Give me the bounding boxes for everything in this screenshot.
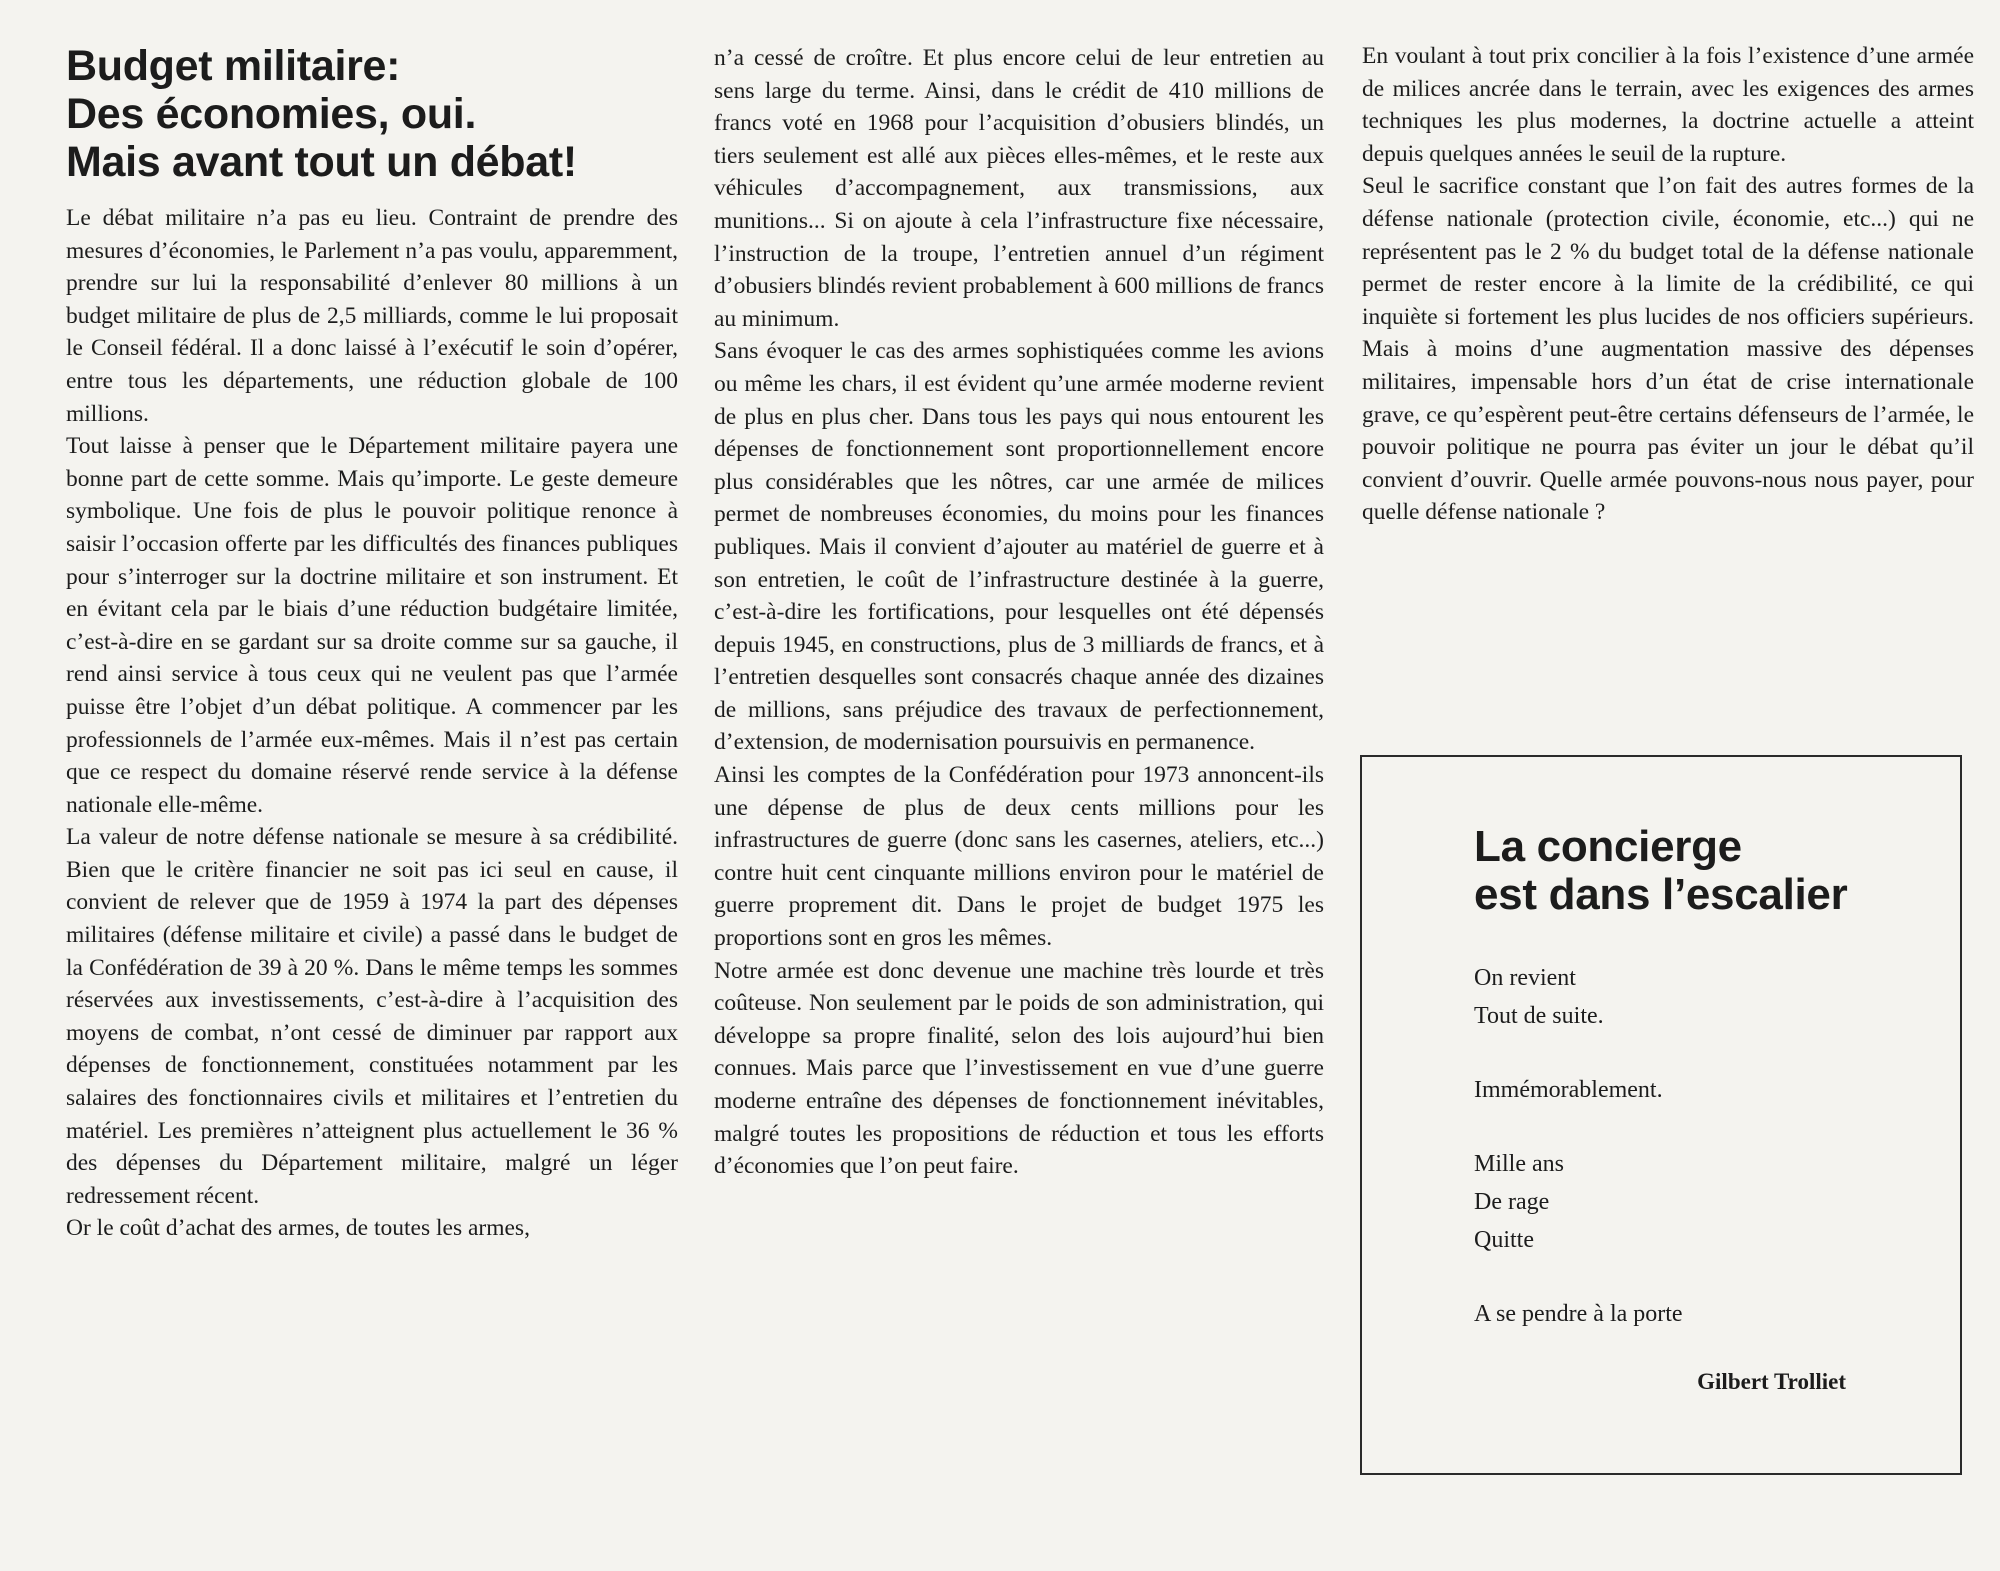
article-column-3 (1362, 40, 1974, 529)
article-column-2 (714, 42, 1324, 1183)
article-column-1 (66, 40, 678, 1245)
article-paragraph: Tout laisse à penser que le Département militaire payera une bonne part de cette somme. Mais qu’importe. Le geste demeure symbolique. Une fois de plus le pouvoir politique renonce à saisir l’occasion offerte par les difficultés des finances publiques pour s’interroger sur la doctrine militaire et son instrument. Et en évitant cela par le biais d’une réduction budgétaire limitée, c’est-à-dire en se gardant sur sa droite comme sur sa gauche, il rend ainsi service à tous ceux qui ne veulent pas que l’armée puisse être l’objet d’un débat politique. A commencer par les professionnels de l’armée eux-mêmes. Mais il n’est pas certain que ce respect du domaine réservé rende service à la défense nationale elle-même. (66, 433, 678, 818)
article-paragraph: Notre armée est donc devenue une machine très lourde et très coûteuse. Non seulement par le poids de son administration, qui développe sa propre finalité, selon des lois aujourd’hui bien connues. Mais parce que l’investissement en vue d’une guerre moderne entraîne des dépenses de fonctionnement inévitables, malgré toutes les propositions de réduction et tous les efforts d’économies que l’on peut faire. (714, 957, 1324, 1180)
poem-line: Tout de suite. (1474, 1003, 1604, 1029)
poem-stanza-gap (1474, 1035, 1683, 1071)
poem-stanza-gap (1474, 1259, 1683, 1295)
article-paragraph: Seul le sacrifice constant que l’on fait des autres formes de la défense nationale (protection civile, économie, etc...) qui ne représentent pas le 2 % du budget total de la défense nationale permet de rester encore à la limite de la crédibilité, ce qui inquiète si fortement les plus lucides de nos officiers supérieurs. Mais à moins d’une augmentation massive des dépenses militaires, impensable hors d’un état de crise internationale grave, ce qu’espèrent peut-être certains défenseurs de l’armée, le pouvoir politique ne pourra pas éviter un jour le débat qu’il convient d’ouvrir. Quelle armée pouvons-nous nous payer, pour quelle défense nationale ? (1362, 173, 1974, 526)
poem-line: On revient (1474, 965, 1576, 991)
article-paragraph: Ainsi les comptes de la Confédération pour 1973 annoncent-ils une dépense de plus de deux cents millions pour les infrastructures de guerre (donc sans les casernes, ateliers, etc...) contre huit cent cinquante millions environ pour le matériel de guerre proprement dit. Dans le projet de budget 1975 les proportions sont en gros les mêmes. (714, 762, 1324, 952)
article-paragraph: Le débat militaire n’a pas eu lieu. Contraint de prendre des mesures d’économies, le Parlement n’a pas voulu, apparemment, prendre sur lui la responsabilité d’enlever 80 millions à un budget militaire de plus de 2,5 milliards, comme le lui proposait le Conseil fédéral. Il a donc laissé à l’exécutif le soin d’opérer, entre tous les départements, une réduction globale de 100 millions. (66, 205, 678, 427)
article-headline (66, 42, 678, 186)
article-paragraph: Sans évoquer le cas des armes sophistiquées comme les avions ou même les chars, il est évident qu’une armée moderne revient de plus en plus cher. Dans tous les pays qui nous entourent les dépenses de fonctionnement sont proportionnellement encore plus considérables que les nôtres, car une armée de milices permet de nombreuses économies, du moins pour les finances publiques. Mais il convient d’ajouter au matériel de guerre et à son entretien, le coût de l’infrastructure destinée à la guerre, c’est-à-dire les fortifications, pour lesquelles ont été dépensés depuis 1945, en constructions, plus de 3 milliards de francs, et à l’entretien desquelles sont consacrés chaque année des dizaines de millions, sans préjudice des travaux de perfectionnement, d’extension, de modernisation poursuivis en permanence. (714, 338, 1324, 756)
poem-body (1474, 959, 1683, 1333)
poem-line: Quitte (1474, 1227, 1534, 1253)
article-paragraph: La valeur de notre défense nationale se mesure à sa crédibilité. Bien que le critère financier ne soit pas ici seul en cause, il convient de relever que de 1959 à 1974 la part des dépenses militaires (défense militaire et civile) a passé dans le budget de la Confédération de 39 à 20 %. Dans le même temps les sommes réservées aux investissements, c’est-à-dire à l’acquisition des moyens de combat, n’ont cessé de diminuer par rapport aux dépenses de fonctionnement, constituées notamment par les salaires des fonctionnaires civils et militaires et l’entretien du matériel. Les premières n’atteignent plus actuellement le 36 % des dépenses du Département militaire, malgré un léger redressement récent. (66, 824, 678, 1209)
article-paragraph: Or le coût d’achat des armes, de toutes les armes, (66, 1215, 530, 1242)
poem-line: Immémorablement. (1474, 1077, 1663, 1103)
poem-author: Gilbert Trolliet (1697, 1369, 1846, 1394)
article-paragraph: En voulant à tout prix concilier à la fois l’existence d’une armée de milices ancrée dans le terrain, avec les exigences des armes techniques les plus modernes, la doctrine actuelle a atteint depuis quelques années le seuil de la rupture. (1362, 43, 1974, 167)
headline-line: Mais avant tout un débat! (66, 138, 577, 186)
poem-title-line: La concierge (1474, 822, 1742, 871)
poem-box (1360, 755, 1962, 1475)
poem-line: De rage (1474, 1189, 1550, 1215)
poem-line: A se pendre à la porte (1474, 1301, 1683, 1327)
poem-line: Mille ans (1474, 1151, 1564, 1177)
article-paragraph: n’a cessé de croître. Et plus encore celui de leur entretien au sens large du terme. Ainsi, dans le crédit de 410 millions de francs voté en 1968 pour l’acquisition d’obusiers blindés, un tiers seulement est allé aux pièces elles-mêmes, et le reste aux véhicules d’accompagnement, aux transmissions, aux munitions... Si on ajoute à cela l’infrastructure fixe nécessaire, l’instruction de la troupe, l’entretien annuel d’un régiment d’obusiers blindés revient probablement à 600 millions de francs au minimum. (714, 45, 1324, 332)
poem-stanza-gap (1474, 1109, 1683, 1145)
headline-line: Budget militaire: (66, 42, 401, 90)
poem-title (1474, 823, 1847, 919)
poem-title-line: est dans l’escalier (1474, 870, 1848, 919)
headline-line: Des économies, oui. (66, 90, 477, 138)
